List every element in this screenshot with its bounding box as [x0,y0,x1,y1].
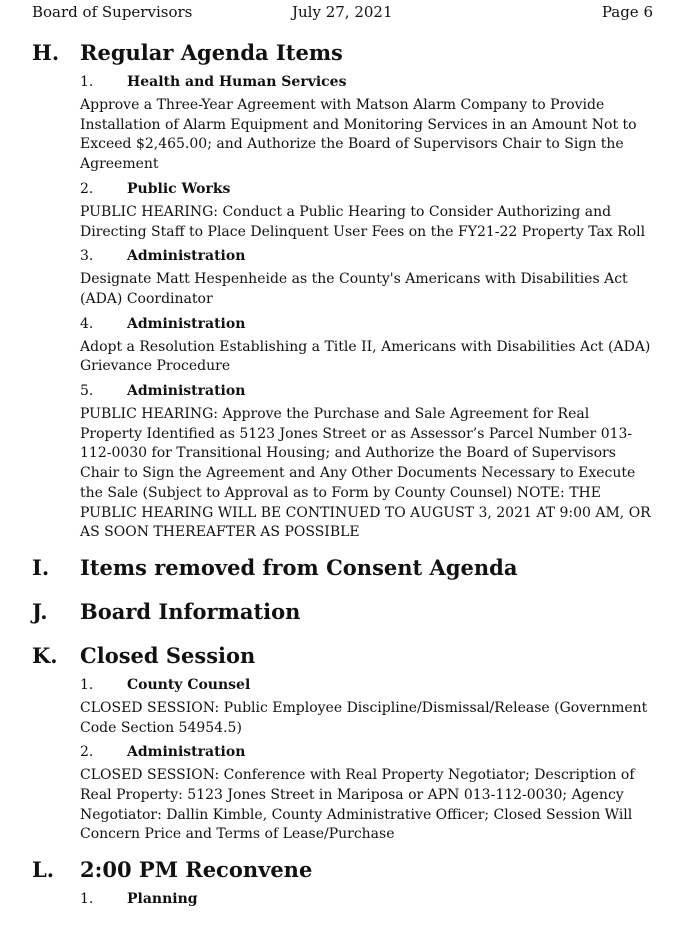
section-title: Regular Agenda Items [80,40,343,65]
item-number: 2. [80,744,94,761]
section-i [0,553,680,587]
section-title: Closed Session [80,642,256,668]
item-description: CLOSED SESSION: Conference with Real Property Negotiator; Description of Real Property: 5123 Jones Street in Mariposa or APN 013-112-0030; Agency Negotiator: Dallin Kimble, County Administrative Officer; Closed Session Will Concern Price and Terms of Lease/Purchase [80,767,635,843]
header-date: July 27, 2021 [292,3,393,21]
agenda-item [80,742,654,845]
section-title: Items removed from Consent Agenda [80,554,518,580]
item-description: Approve a Three-Year Agreement with Matson Alarm Company to Provide Installation of Alarm Equipment and Monitoring Services in an Amount Not to Exceed $2,465.00; and Authorize the Board of Supervisors Chair to Sign the Agreement [80,97,637,173]
item-description: PUBLIC HEARING: Conduct a Public Hearing to Consider Authorizing and Directing Staff to Place Delinquent User Fees on the FY21-22 Property Tax Roll [80,203,646,240]
section-letter: I. [32,554,50,580]
section-letter: H. [32,40,60,65]
section-h [0,38,680,72]
item-number: 4. [80,315,94,332]
section-k [0,641,680,675]
section-l [0,855,680,889]
agenda-item [80,675,654,738]
header-page-number: Page 6 [601,3,653,21]
agenda-item [80,246,654,309]
item-department: Health and Human Services [127,74,347,90]
item-number: 2. [80,180,94,197]
item-department: Administration [127,248,246,265]
agenda-item [80,381,654,543]
item-number: 3. [80,248,94,265]
agenda-page [0,38,680,911]
item-department: Planning [127,891,198,908]
section-j [0,597,680,631]
section-letter: K. [32,642,58,668]
item-number: 1. [80,891,94,908]
item-department: County Counsel [127,676,251,693]
agenda-item [80,314,654,377]
section-title: Board Information [80,598,301,624]
section-letter: J. [32,598,48,624]
item-description: PUBLIC HEARING: Approve the Purchase and Sale Agreement for Real Property Identified as 5123 Jones Street or as Assessor’s Parcel Number 013-112-0030 for Transitional Housing; and Authorize the Board of Supervisors Chair to Sign the Agreement and Any Other Documents Necessary to Execute the Sale (Subject to Approval as to Form by County Counsel) NOTE: THE PUBLIC HEARING WILL BE CONTINUED TO AUGUST 3, 2021 AT 9:00 AM, OR AS SOON THEREAFTER AS POSSIBLE [80,406,651,541]
item-number: 1. [80,74,94,90]
agenda-item [80,179,654,242]
item-department: Administration [127,315,246,332]
agenda-item [80,72,654,175]
section-letter: L. [32,857,55,883]
agenda-item [80,889,654,911]
item-description: CLOSED SESSION: Public Employee Discipline/Dismissal/Release (Government Code Section 54954.5) [80,699,648,736]
item-description: Designate Matt Hespenheide as the County's Americans with Disabilities Act (ADA) Coordinator [80,271,628,307]
header-board-name: Board of Supervisors [32,3,193,21]
section-title: 2:00 PM Reconvene [80,857,313,883]
item-number: 5. [80,383,94,400]
item-department: Administration [127,744,246,761]
item-number: 1. [80,676,94,693]
item-description: Adopt a Resolution Establishing a Title II, Americans with Disabilities Act (ADA) Grievance Procedure [80,338,651,375]
item-department: Public Works [127,180,231,197]
item-department: Administration [127,383,246,400]
